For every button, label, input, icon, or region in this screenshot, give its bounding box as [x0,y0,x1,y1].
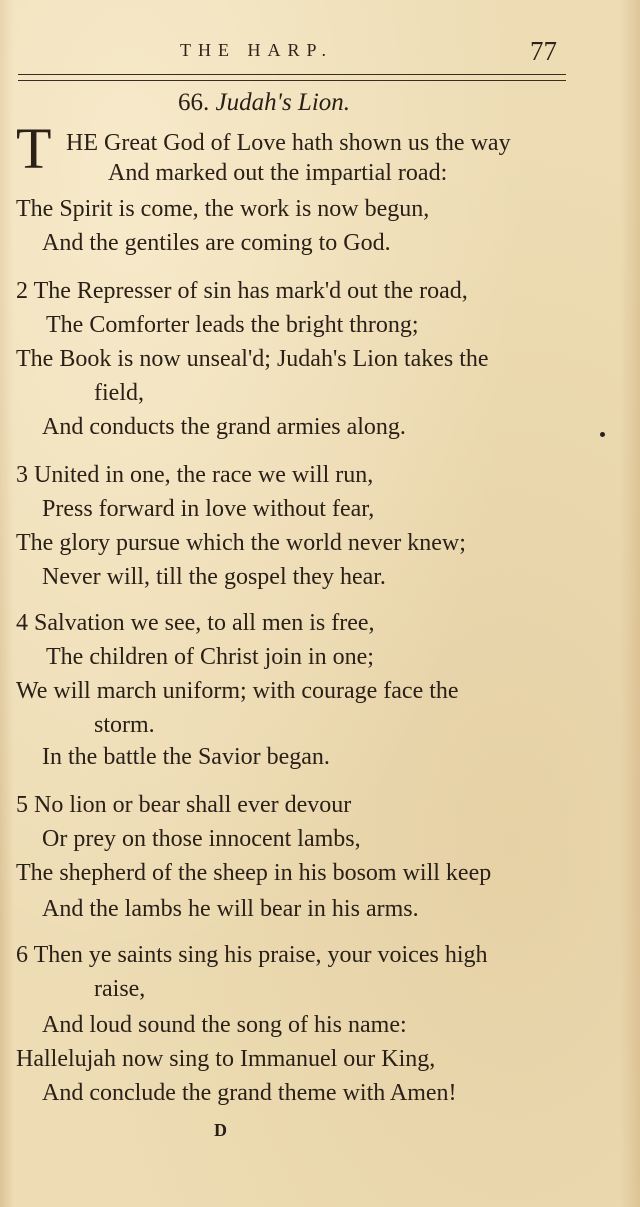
verse-2-line-5: And conducts the grand armies along. [42,414,406,440]
verse-4-line-5: In the battle the Savior began. [42,744,330,770]
page-number: 77 [530,36,557,66]
header-rule-bottom [18,80,566,81]
verse-4-line-3: We will march uniform; with courage face the [16,678,459,704]
verse-4-line-2: The children of Christ join in one; [46,644,374,670]
verse-6-line-5: And conclude the grand theme with Amen! [42,1080,457,1106]
header-rule-top [18,74,566,75]
verse-5-line-3: The shepherd of the sheep in his bosom will keep [16,860,492,886]
verse-2-line-2: The Comforter leads the bright throng; [46,312,419,338]
verse-3-line-2: Press forward in love without fear, [42,496,375,522]
verse-3-line-4: Never will, till the gospel they hear. [42,564,386,590]
verse-6-line-3: And loud sound the song of his name: [42,1012,407,1038]
hymn-name: Judah's Lion. [215,89,351,116]
verse-1-line-4: And the gentiles are coming to God. [42,230,391,256]
hymn-number: 66. [178,89,210,116]
verse-5-line-4: And the lambs he will bear in his arms. [42,896,419,922]
verse-5-line-1: 5 No lion or bear shall ever devour [16,792,352,818]
verse-5-line-2: Or prey on those innocent lambs, [42,826,361,852]
verse-1-line-1: HE Great God of Love hath shown us the way [66,130,511,156]
verse-2-line-3: The Book is now unseal'd; Judah's Lion takes the [16,346,489,372]
verse-6-line-4: Hallelujah now sing to Immanuel our King, [16,1046,436,1072]
verse-1-line-2: And marked out the impartial road: [108,160,448,186]
verse-4-line-4: storm. [94,712,155,738]
ink-speck [600,432,605,437]
hymn-title [178,89,350,117]
signature-mark: D [214,1120,227,1140]
verse-3-line-3: The glory pursue which the world never knew; [16,530,466,556]
verse-1-line-3: The Spirit is come, the work is now begun, [16,196,430,222]
drop-cap: T [16,116,52,181]
verse-4-line-1: 4 Salvation we see, to all men is free, [16,610,375,636]
verse-3-line-1: 3 United in one, the race we will run, [16,462,374,488]
running-head: THE HARP. [180,40,334,60]
verse-2-line-4: field, [94,380,144,406]
verse-6-line-2: raise, [94,976,146,1002]
verse-2-line-1: 2 The Represser of sin has mark'd out the road, [16,278,468,304]
verse-6-line-1: 6 Then ye saints sing his praise, your voices high [16,942,488,968]
